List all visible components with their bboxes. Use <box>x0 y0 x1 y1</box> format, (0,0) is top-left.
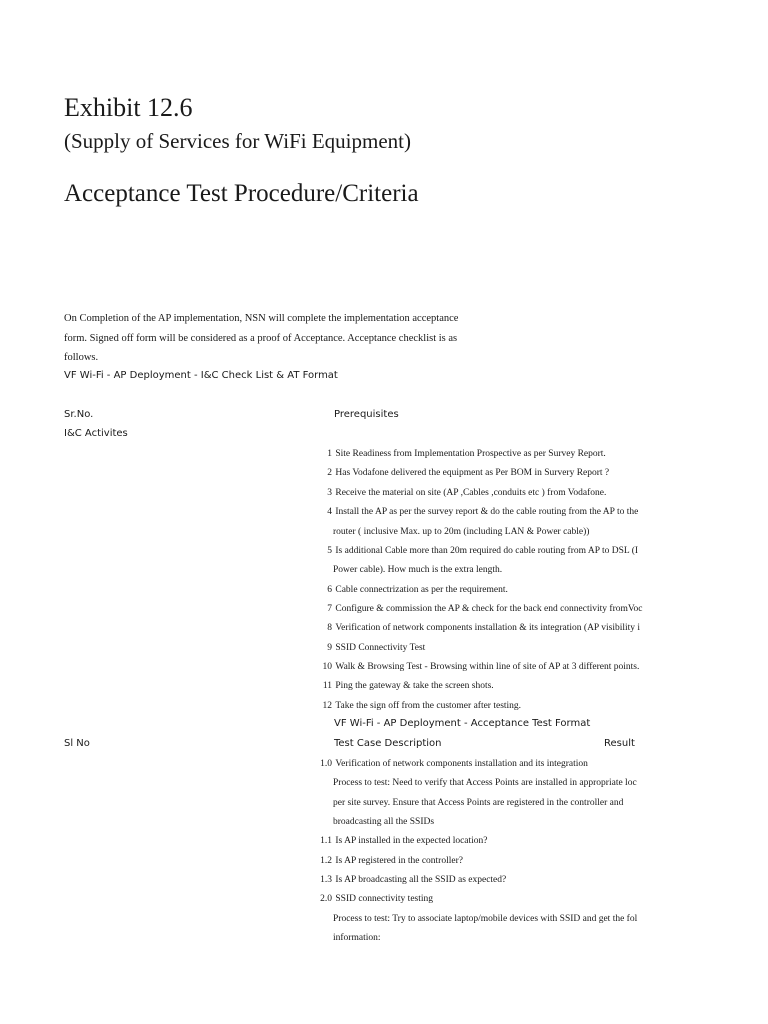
row-number: 9 <box>327 643 332 653</box>
intro-paragraph <box>64 309 504 368</box>
row-text: Ping the gateway & take the screen shots. <box>335 681 494 691</box>
row-text: Is AP installed in the expected location? <box>335 836 488 846</box>
row-text: Verification of network components installation & its integration (AP visibility i <box>335 623 641 633</box>
row-text: Is AP registered in the controller? <box>335 856 463 866</box>
test-case-continuation: broadcasting all the SSIDs <box>333 817 435 827</box>
row-number: 2.0 <box>320 894 332 904</box>
test-case-row <box>300 854 656 868</box>
checklist-row <box>300 699 656 713</box>
checklist-row <box>300 641 656 655</box>
section-label: I&C Activites <box>64 428 128 439</box>
test-case-row <box>300 873 656 887</box>
row-number: 6 <box>327 585 332 595</box>
row-number: 12 <box>322 701 332 711</box>
row-number: 3 <box>327 488 332 498</box>
test-case-continuation: information: <box>333 933 381 943</box>
checklist-row <box>300 505 656 519</box>
row-text: SSID connectivity testing <box>335 894 434 904</box>
exhibit-title: Exhibit 12.6 <box>64 93 193 122</box>
row-text: Configure & commission the AP & check for the back end connectivity fromVoc <box>335 604 643 614</box>
exhibit-subtitle: (Supply of Services for WiFi Equipment) <box>64 129 411 153</box>
row-text: Install the AP as per the survey report & do the cable routing from the AP to the <box>335 507 639 517</box>
column-header-prerequisites: Prerequisites <box>334 409 399 420</box>
checklist-row <box>300 602 656 616</box>
row-text: Site Readiness from Implementation Prospective as per Survey Report. <box>335 449 606 459</box>
row-number: 2 <box>327 468 332 478</box>
checklist-row <box>300 621 656 635</box>
test-case-row <box>300 834 656 848</box>
row-number: 8 <box>327 623 332 633</box>
checklist-row <box>300 679 656 693</box>
row-number: 5 <box>327 546 332 556</box>
row-number: 10 <box>322 662 332 672</box>
row-text: Has Vodafone delivered the equipment as Per BOM in Survery Report ? <box>335 468 610 478</box>
test-case-continuation: Process to test: Need to verify that Access Points are installed in appropriate loc <box>333 778 637 788</box>
checklist-row <box>300 486 656 500</box>
row-text: Is AP broadcasting all the SSID as expected? <box>335 875 507 885</box>
intro-line: follows. <box>64 352 99 363</box>
row-number: 1.1 <box>320 836 332 846</box>
row-text: Cable connectrization as per the requirement. <box>335 585 508 595</box>
checklist-title: VF Wi-Fi - AP Deployment - I&C Check List & AT Format <box>64 370 338 381</box>
row-number: 1.2 <box>320 856 332 866</box>
row-number: 11 <box>322 681 332 691</box>
row-number: 1.3 <box>320 875 332 885</box>
column-header-result: Result <box>604 738 635 749</box>
checklist-row <box>300 583 656 597</box>
intro-line: On Completion of the AP implementation, NSN will complete the implementation acceptance <box>64 313 459 324</box>
intro-line: form. Signed off form will be considered as a proof of Acceptance. Acceptance checklist is as <box>64 332 458 344</box>
checklist-row <box>300 447 656 461</box>
row-number: 7 <box>327 604 332 614</box>
row-number: 1.0 <box>320 759 332 769</box>
row-text: Receive the material on site (AP ,Cables ,conduits etc ) from Vodafone. <box>335 488 607 498</box>
test-case-continuation: per site survey. Ensure that Access Points are registered in the controller and <box>333 798 624 808</box>
column-header-description: Test Case Description <box>334 738 442 749</box>
checklist-row <box>300 660 656 674</box>
column-header-slno: Sl No <box>64 738 90 749</box>
checklist-row-continuation: router ( inclusive Max. up to 20m (including LAN & Power cable)) <box>333 527 590 537</box>
checklist-row-continuation: Power cable). How much is the extra length. <box>333 565 503 575</box>
checklist-row <box>300 466 656 480</box>
test-case-continuation: Process to test: Try to associate laptop/mobile devices with SSID and get the fol <box>333 914 638 924</box>
row-number: 1 <box>327 449 332 459</box>
checklist-row <box>300 544 656 558</box>
test-case-row <box>300 892 656 906</box>
row-text: Verification of network components installation and its integration <box>335 759 588 769</box>
document-heading: Acceptance Test Procedure/Criteria <box>64 180 419 207</box>
row-text: SSID Connectivity Test <box>335 643 426 653</box>
row-text: Is additional Cable more than 20m required do cable routing from AP to DSL (I <box>335 546 639 556</box>
test-case-row <box>300 757 656 771</box>
column-header-srno: Sr.No. <box>64 409 94 420</box>
row-text: Take the sign off from the customer after testing. <box>335 701 522 711</box>
acceptance-title: VF Wi-Fi - AP Deployment - Acceptance Test Format <box>334 718 591 729</box>
row-number: 4 <box>327 507 332 517</box>
row-text: Walk & Browsing Test - Browsing within line of site of AP at 3 different points. <box>335 662 640 672</box>
